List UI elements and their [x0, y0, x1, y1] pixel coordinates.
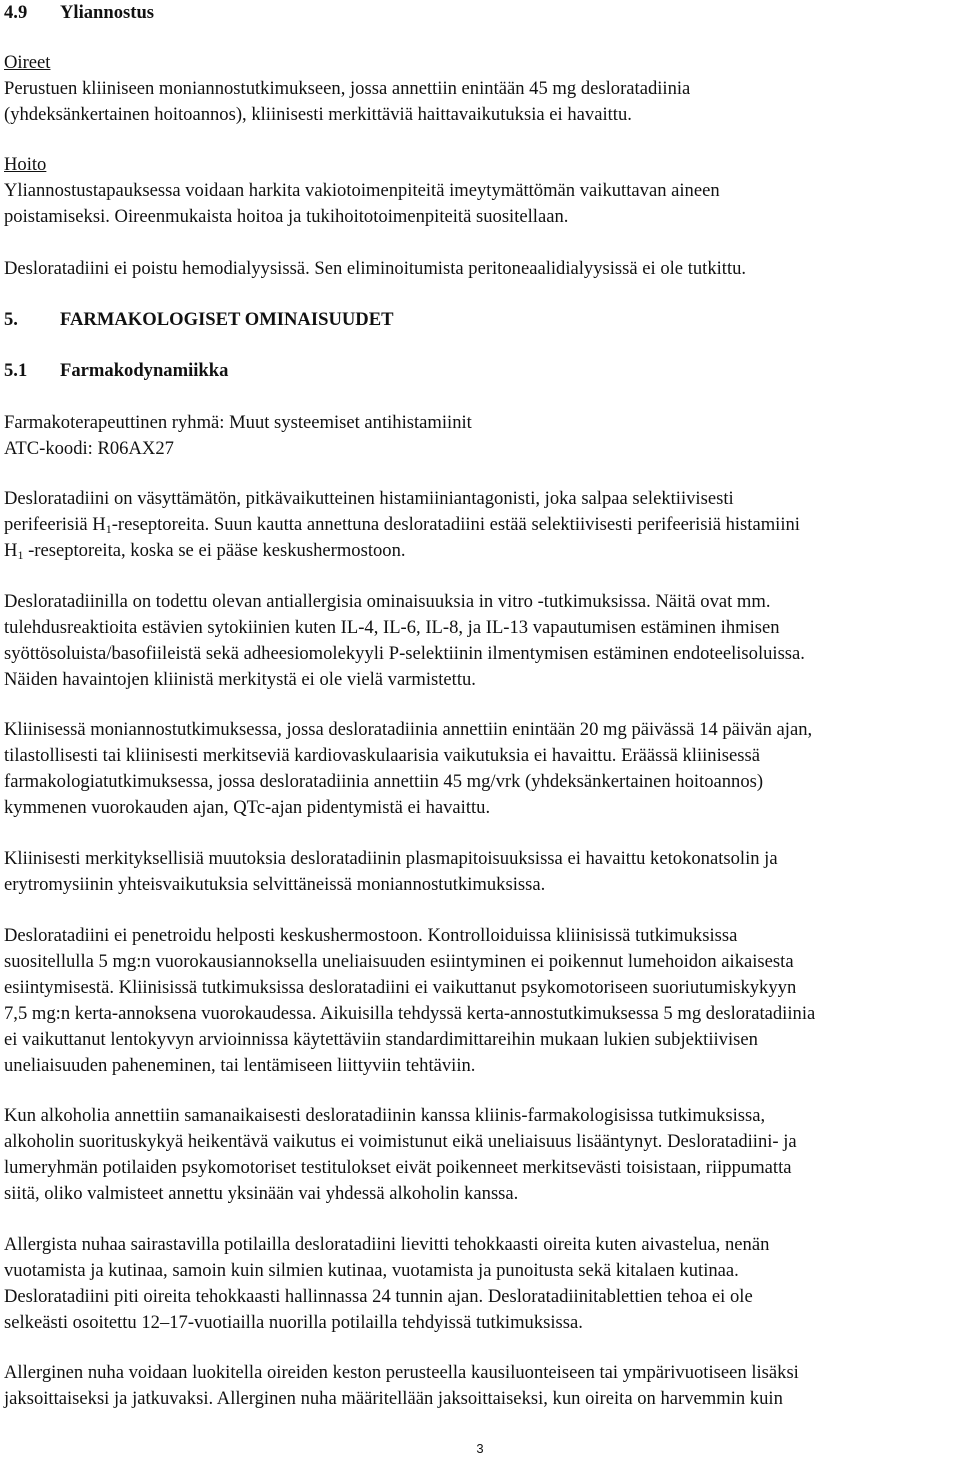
text-line: lumeryhmän potilaiden psykomotoriset testitulokset eivät poikenneet merkitsevästi toisistaan, riippumatta	[4, 1157, 792, 1178]
alcohol-paragraph	[4, 1103, 956, 1207]
section-title: Yliannostus	[60, 2, 155, 23]
text-line: siitä, oliko valmisteet annettu yksinään vai yhdessä alkoholin kanssa.	[4, 1183, 519, 1204]
text-line: Desloratadiini ei poistu hemodialyysissä. Sen eliminoitumista peritoneaalidialyysissä ei ole tutkittu.	[4, 258, 747, 279]
subscript: 1	[17, 548, 24, 562]
text-line: kymmenen vuorokauden ajan, QTc-ajan pidentymistä ei havaittu.	[4, 797, 491, 818]
text-line: jaksoittaiseksi ja jatkuvaksi. Allerginen nuha määritellään jaksoittaiseksi, kun oireita on harvemmin kuin	[4, 1388, 783, 1409]
text-fragment: perifeerisiä H	[4, 514, 106, 535]
text-line: tilastollisesti tai kliinisesti merkitseviä kardiovaskulaarisia vaikutuksia ei havaittu. Eräässä kliinisessä	[4, 745, 760, 766]
cardiovascular-paragraph	[4, 717, 956, 821]
text-line: Kliinisesti merkityksellisiä muutoksia desloratadiinin plasmapitoisuuksissa ei havaittu ketokonatsolin ja	[4, 848, 778, 869]
text-line: Desloratadiini piti oireita tehokkaasti hallinnassa 24 tunnin ajan. Desloratadiinitablettien tehoa ei ole	[4, 1286, 753, 1307]
section-5-1-heading	[4, 358, 228, 384]
section-title: Farmakodynamiikka	[60, 360, 229, 381]
page-number: 3	[476, 1441, 484, 1456]
section-number: 4.9	[4, 2, 28, 23]
text-line: farmakologiatutkimuksessa, jossa desloratadiinia annettiin 45 mg/vrk (yhdeksänkertainen hoitoannos)	[4, 771, 764, 792]
text-line	[4, 538, 956, 564]
text-line: Desloratadiini on väsyttämätön, pitkävaikutteinen histamiiniantagonisti, joka salpaa selektiivisesti	[4, 488, 734, 509]
allergic-rhinitis-paragraph	[4, 1232, 956, 1336]
text-line: alkoholin suorituskykyä heikentävä vaikutus ei voimistunut eikä uneliaisuus lisääntynyt. Desloratadiini- ja	[4, 1131, 797, 1152]
text-line: poistamiseksi. Oireenmukaista hoitoa ja tukihoitotoimenpiteitä suositellaan.	[4, 206, 569, 227]
text-line: vuotamista ja kutinaa, samoin kuin silmien kutinaa, vuotamista ja punoitusta sekä kitalaen kutinaa.	[4, 1260, 739, 1281]
section-title: FARMAKOLOGISET OMINAISUUDET	[60, 309, 394, 330]
text-line: Farmakoterapeuttinen ryhmä: Muut systeemiset antihistamiinit	[4, 412, 472, 433]
section-number: 5.1	[4, 360, 28, 381]
interaction-paragraph	[4, 846, 956, 898]
oireet-label: Oireet	[4, 52, 51, 73]
section-number: 5.	[4, 309, 18, 330]
text-line: ei vaikuttanut lentokyvyn arvioinnissa käytettäviin standardimittareihin mukaan lukien subjektiivisen	[4, 1029, 758, 1050]
section-4-9-heading	[4, 0, 154, 26]
text-line: Perustuen kliiniseen moniannostutkimukseen, jossa annettiin enintään 45 mg desloratadiinia	[4, 78, 691, 99]
text-line: Allerginen nuha voidaan luokitella oireiden keston perusteella kausiluonteiseen tai ympärivuotiseen lisäksi	[4, 1362, 799, 1383]
text-line: selkeästi osoitettu 12–17-vuotiailla nuorilla potilailla tehdyissä tutkimuksissa.	[4, 1312, 583, 1333]
subscript: 1	[105, 522, 112, 536]
text-line: 7,5 mg:n kerta-annoksena vuorokaudessa. Aikuisilla tehdyssä kerta-annostutkimuksessa 5 mg desloratadiinia	[4, 1003, 816, 1024]
text-line: esiintymisestä. Kliinisissä tutkimuksissa desloratadiini ei vaikuttanut psykomotoriseen suoriutumiskykyyn	[4, 977, 797, 998]
text-line: tulehdusreaktioita estävien sytokiinien kuten IL-4, IL-6, IL-8, ja IL-13 vapautumisen estäminen ihmisen	[4, 617, 780, 638]
text-fragment: -reseptoreita. Suun kautta annettuna desloratadiini estää selektiivisesti perifeerisiä histamiini	[111, 514, 800, 535]
text-fragment: -reseptoreita, koska se ei pääse keskushermostoon.	[23, 540, 406, 561]
text-line: Desloratadiinilla on todettu olevan antiallergisia ominaisuuksia in vitro -tutkimuksissa. Näitä ovat mm.	[4, 591, 771, 612]
antiallergic-paragraph	[4, 589, 956, 693]
text-line: suositellulla 5 mg:n vuorokausiannoksella uneliaisuuden esiintyminen ei poikennut lumehoidon aikaisesta	[4, 951, 794, 972]
text-line: Allergista nuhaa sairastavilla potilailla desloratadiini lievitti tehokkaasti oireita kuten aivastelua, nenän	[4, 1234, 770, 1255]
text-fragment: H	[4, 540, 18, 561]
text-line: Näiden havaintojen kliinistä merkitystä ei ole vielä varmistettu.	[4, 669, 476, 690]
text-line: Yliannostustapauksessa voidaan harkita vakiotoimenpiteitä imeytymättömän vaikuttavan aineen	[4, 180, 720, 201]
text-line	[4, 512, 956, 538]
text-line: erytromysiinin yhteisvaikutuksia selvittäneissä moniannostutkimuksissa.	[4, 874, 546, 895]
text-line: uneliaisuuden paheneminen, tai lentämiseen liittyviin tehtäviin.	[4, 1055, 476, 1076]
mechanism-paragraph	[4, 486, 956, 564]
dialysis-paragraph	[4, 256, 956, 282]
text-line: Kliinisessä moniannostutkimuksessa, jossa desloratadiinia annettiin enintään 20 mg päivässä 14 päivän ajan,	[4, 719, 813, 740]
text-line: syöttösoluista/basofiileistä sekä adheesiomolekyyli P-selektiinin ilmentymisen estäminen endoteelisoluissa.	[4, 643, 805, 664]
atc-paragraph	[4, 410, 956, 462]
oireet-paragraph	[4, 50, 956, 128]
classification-paragraph	[4, 1360, 956, 1412]
text-line: (yhdeksänkertainen hoitoannos), kliinisesti merkittäviä haittavaikutuksia ei havaittu.	[4, 104, 632, 125]
cns-paragraph	[4, 923, 956, 1079]
text-line: Kun alkoholia annettiin samanaikaisesti desloratadiinin kanssa kliinis-farmakologisissa tutkimuksissa,	[4, 1105, 766, 1126]
text-line: ATC-koodi: R06AX27	[4, 438, 174, 459]
hoito-paragraph	[4, 152, 956, 230]
hoito-label: Hoito	[4, 154, 47, 175]
text-line: Desloratadiini ei penetroidu helposti keskushermostoon. Kontrolloiduissa kliinisissä tutkimuksissa	[4, 925, 738, 946]
section-5-heading	[4, 307, 394, 333]
